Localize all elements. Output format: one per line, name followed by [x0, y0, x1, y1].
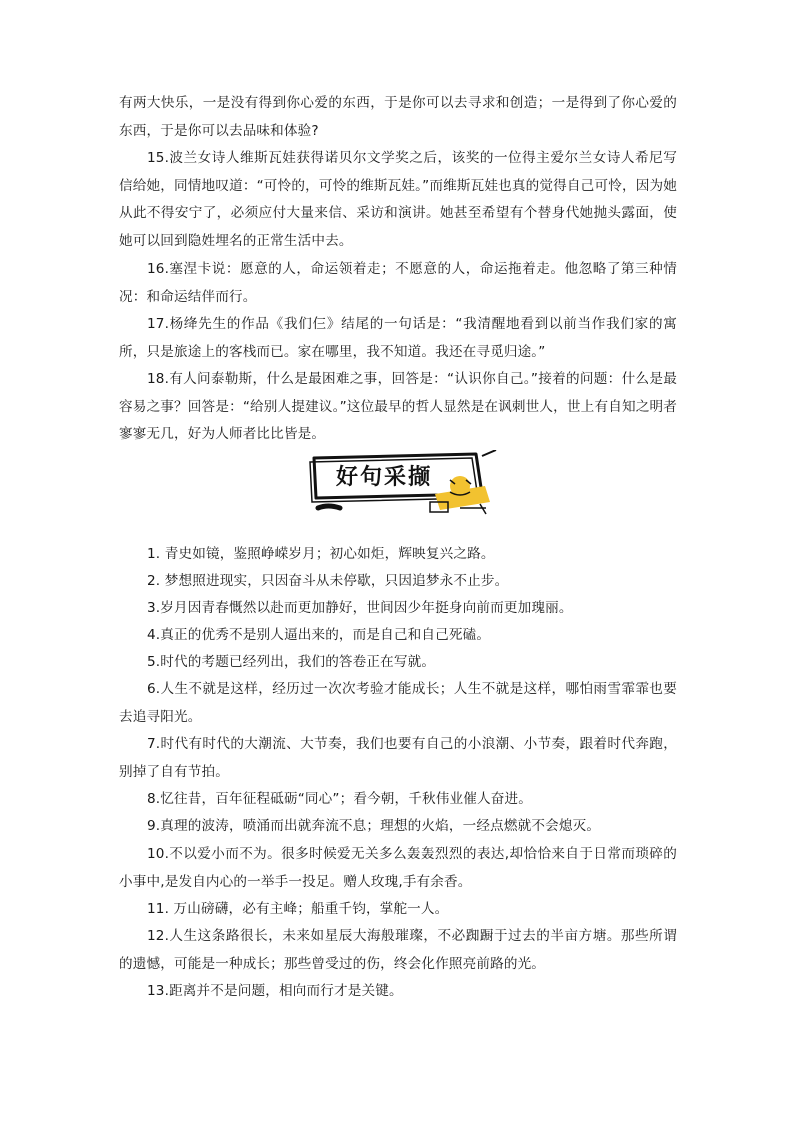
sentence-6: 6.人生不就是这样，经历过一次次考验才能成长；人生不就是这样，哪怕雨雪霏霏也要去追寻阳光。 — [119, 681, 677, 725]
sentence-1: 1. 青史如镜，鉴照峥嵘岁月；初心如炬，辉映复兴之路。 — [147, 546, 495, 562]
sentence-11: 11. 万山磅礴，必有主峰；船重千钧，掌舵一人。 — [147, 901, 449, 917]
sentence-8: 8.忆往昔，百年征程砥砺“同心”；看今朝，千秋伟业催人奋进。 — [147, 791, 532, 807]
sentence-7: 7.时代有时代的大潮流、大节奏，我们也要有自己的小浪潮、小节奏，跟着时代奔跑，别掉了自有节拍。 — [119, 736, 677, 780]
sentence-2: 2. 梦想照进现实，只因奋斗从未停歇，只因追梦永不止步。 — [147, 573, 509, 589]
section-title: 好句采撷 — [335, 464, 432, 490]
section-banner — [300, 450, 500, 530]
sentence-13: 13.距离并不是问题，相向而行才是关键。 — [147, 983, 403, 999]
sentence-9: 9.真理的波涛，喷涌而出就奔流不息；理想的火焰，一经点燃就不会熄灭。 — [147, 818, 601, 834]
paragraph-17: 17.杨绛先生的作品《我们仨》结尾的一句话是：“我清醒地看到以前当作我们家的寓所，只是旅途上的客栈而已。家在哪里，我不知道。我还在寻觅归途。” — [119, 316, 677, 360]
paragraph-15: 15.波兰女诗人维斯瓦娃获得诺贝尔文学奖之后，该奖的一位得主爱尔兰女诗人希尼写信给她，同情地叹道：“可怜的，可怜的维斯瓦娃。”而维斯瓦娃也真的觉得自己可怜，因为她从此不得安宁了，必须应付大量来信、采访和演讲。她甚至希望有个替身代她抛头露面，使她可以回到隐姓埋名的正常生活中去。 — [119, 150, 677, 249]
sentence-10: 10.不以爱小而不为。很多时候爱无关多么轰轰烈烈的表达,却恰恰来自于日常而琐碎的小事中,是发自内心的一举手一投足。赠人玫瑰,手有余香。 — [119, 846, 677, 890]
sentence-5: 5.时代的考题已经列出，我们的答卷正在写就。 — [147, 654, 436, 670]
sentence-12: 12.人生这条路很长，未来如星辰大海般璀璨，不必踟蹰于过去的半亩方塘。那些所谓的遗憾，可能是一种成长；那些曾受过的伤，终会化作照亮前路的光。 — [119, 928, 677, 972]
sentence-3: 3.岁月因青春慨然以赴而更加静好，世间因少年挺身向前而更加瑰丽。 — [147, 600, 573, 616]
paragraph-18: 18.有人问泰勒斯，什么是最困难之事，回答是：“认识你自己。”接着的问题：什么是最容易之事？回答是：“给别人提建议。”这位最早的哲人显然是在讽刺世人，世上有自知之明者寥寥无几，好为人师者比比皆是。 — [119, 371, 677, 442]
sentence-4: 4.真正的优秀不是别人逼出来的，而是自己和自己死磕。 — [147, 627, 491, 643]
intro-paragraph: 有两大快乐，一是没有得到你心爱的东西，于是你可以去寻求和创造；一是得到了你心爱的东西，于是你可以去品味和体验? — [119, 95, 677, 139]
paragraph-16: 16.塞涅卡说：愿意的人，命运领着走；不愿意的人，命运拖着走。他忽略了第三种情况：和命运结伴而行。 — [119, 261, 677, 305]
